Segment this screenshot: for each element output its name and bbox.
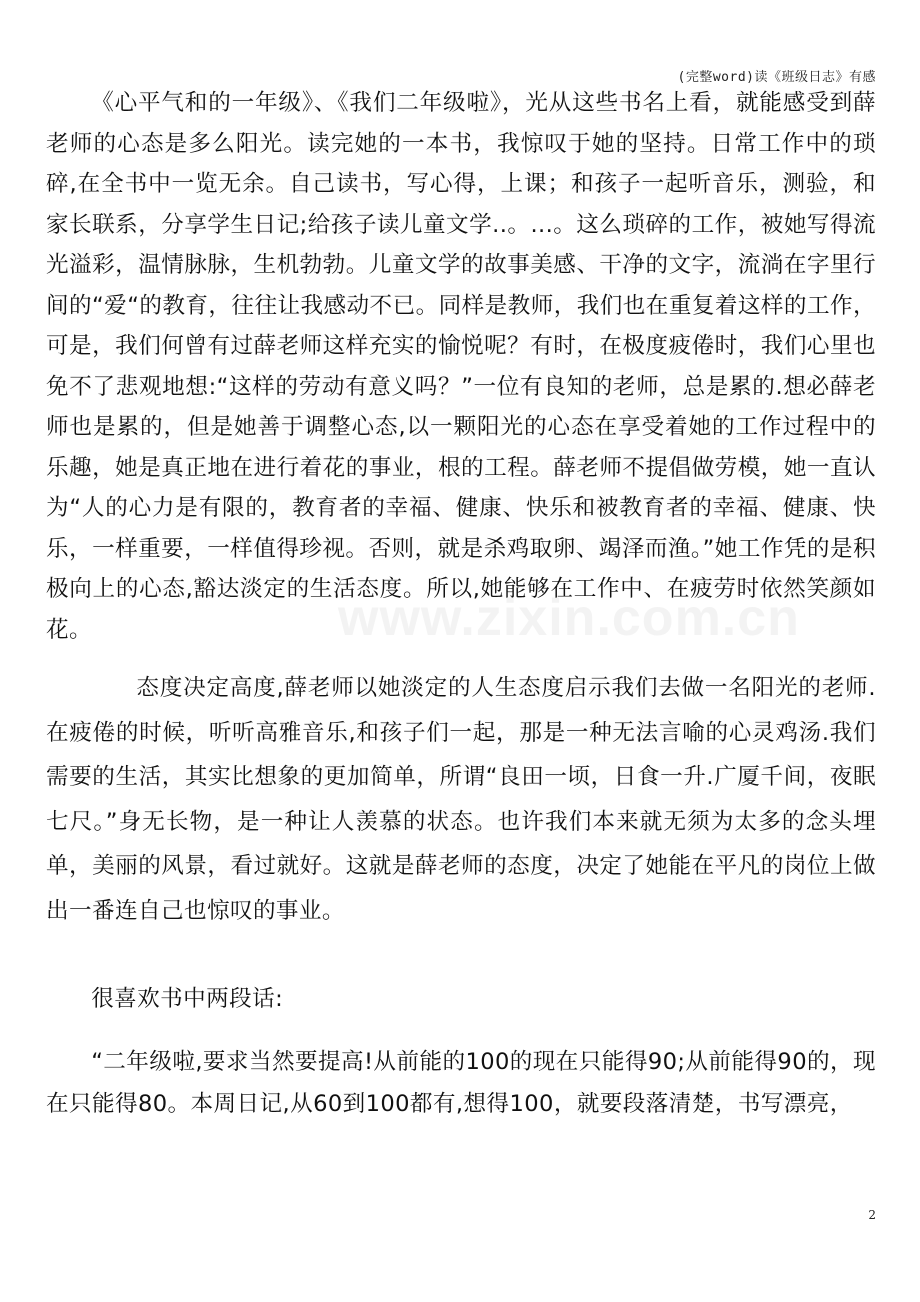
running-header: (完整word)读《班级日志》有感 <box>677 70 876 85</box>
paragraph-quote: “二年级啦,要求当然要提高!从前能的100的现在只能得90;从前能得90的，现在只能得80。本周日记,从60到100都有,想得100，就要段落清楚，书写漂亮， <box>46 1048 876 1117</box>
paragraph-book-titles: 《心平气和的一年级》、《我们二年级啦》，光从这些书名上看，就能感受到薛老师的心态是多么阳光。读完她的一本书，我惊叹于她的坚持。日常工作中的琐碎,在全书中一览无余。自己读书，写心得，上课；和孩子一起听音乐，测验，和家长联系，分享学生日记;给孩子读儿童文学..。...。这么琐碎的工作，被她写得流光溢彩，温情脉脉，生机勃勃。儿童文学的故事美感、干净的文字，流淌在字里行间的“爱“的教育，往往让我感动不已。同样是教师，我们也在重复着这样的工作，可是，我们何曾有过薛老师这样充实的愉悦呢？有时，在极度疲倦时，我们心里也免不了悲观地想:“这样的劳动有意义吗？”一位有良知的老师，总是累的.想必薛老师也是累的，但是她善于调整心态,以一颗阳光的心态在享受着她的工作过程中的乐趣，她是真正地在进行着花的事业，根的工程。薛老师不提倡做劳模，她一直认为“人的心力是有限的，教育者的幸福、健康、快乐和被教育者的幸福、健康、快乐，一样重要，一样值得珍视。否则，就是杀鸡取卵、竭泽而渔。”她工作凭的是积极向上的心态,豁达淡定的生活态度。所以,她能够在工作中、在疲劳时依然笑颜如花。 <box>46 90 876 643</box>
watermark: www.zixin.com.cn <box>338 589 800 647</box>
document-body <box>46 83 876 1125</box>
paragraph-favorite-passages: 很喜欢书中两段话: <box>91 986 284 1012</box>
page-number: 2 <box>868 1208 876 1222</box>
paragraph-attitude: 态度决定高度,薛老师以她淡定的人生态度启示我们去做一名阳光的老师.在疲倦的时候，听听高雅音乐,和孩子们一起，那是一种无法言喻的心灵鸡汤.我们需要的生活，其实比想象的更加简单，所谓“良田一顷，日食一升.广厦千间，夜眠七尺。”身无长物，是一种让人羡慕的状态。也许我们本来就无须为太多的念头埋单，美丽的风景，看过就好。这就是薛老师的态度，决定了她能在平凡的岗位上做出一番连自己也惊叹的事业。 <box>46 675 876 924</box>
